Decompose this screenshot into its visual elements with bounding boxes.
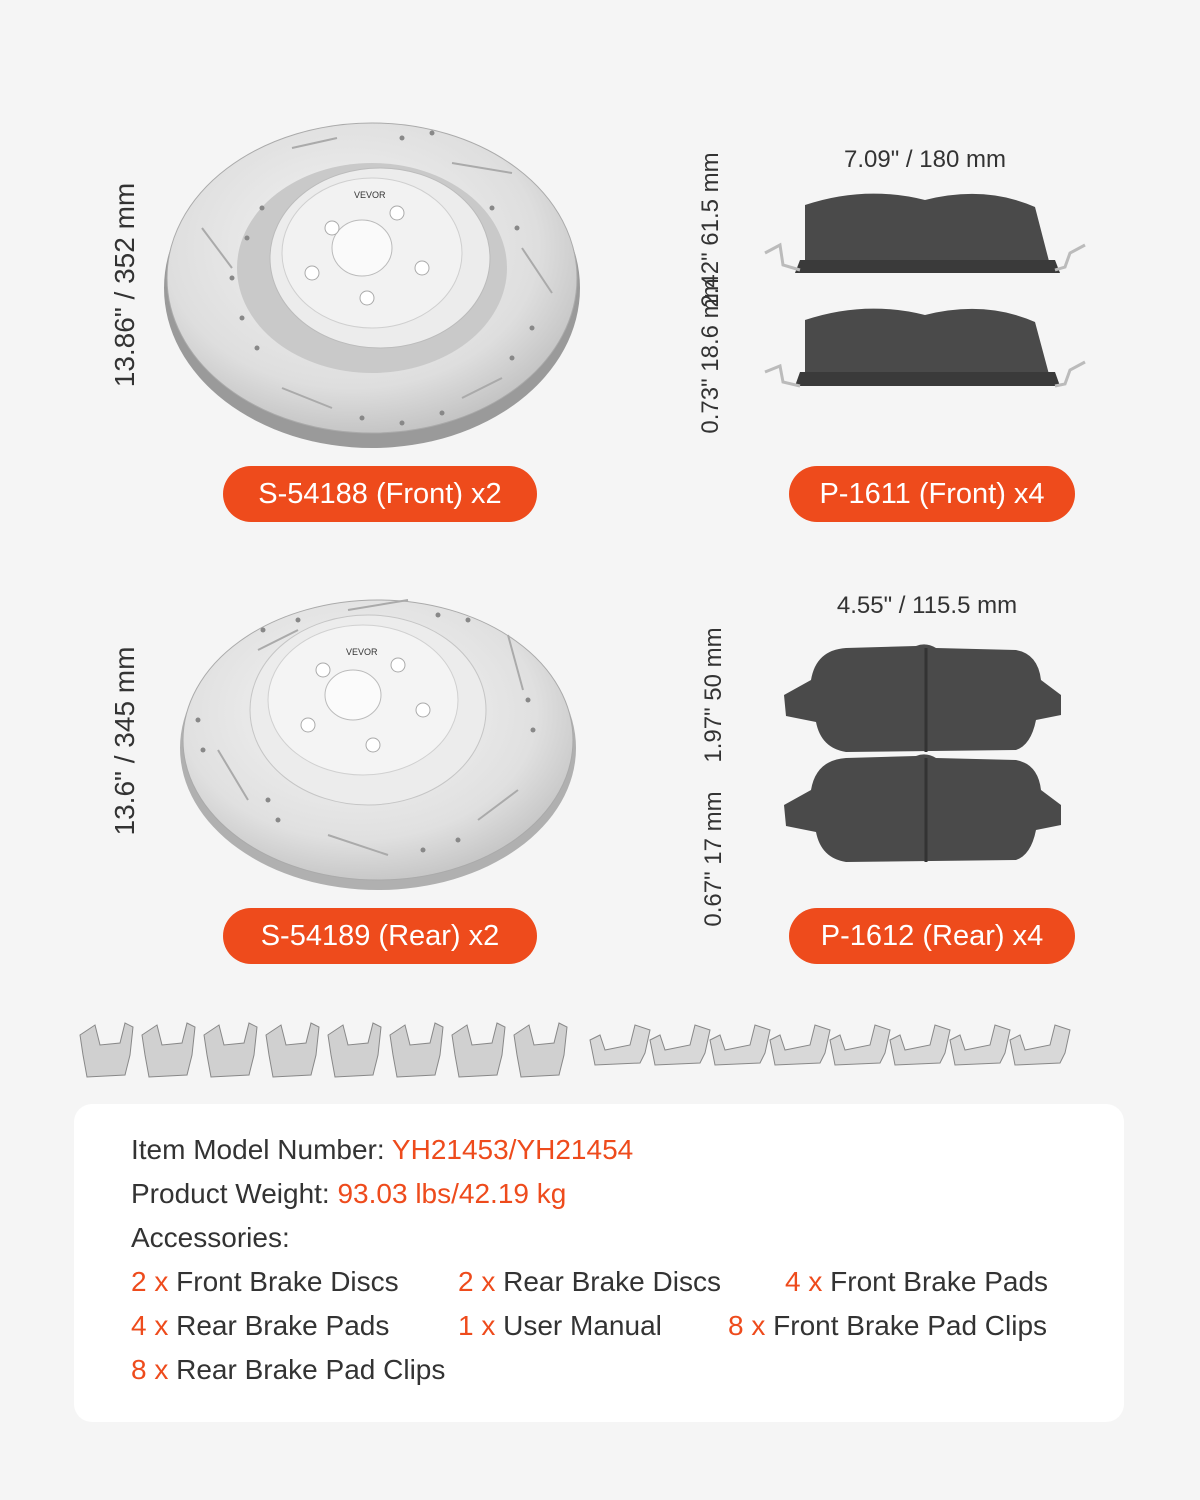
accessory-qty: 2 x [131, 1266, 169, 1297]
front-disc-brand: VEVOR [354, 190, 386, 200]
accessory-name: Rear Brake Discs [503, 1266, 721, 1297]
accessory-item [131, 1266, 399, 1298]
accessory-name: Rear Brake Pads [176, 1310, 390, 1341]
rear-disc-diameter: 13.6" / 345 mm [109, 646, 140, 836]
accessory-item [785, 1266, 1048, 1298]
accessory-qty: 2 x [458, 1266, 496, 1297]
model-number-label: Item Model Number: [131, 1134, 392, 1165]
accessory-name: Front Brake Pads [830, 1266, 1049, 1297]
front-pad-width: 7.09" / 180 mm [844, 146, 1006, 173]
specs-card [74, 1104, 1124, 1422]
rear-pad-label: P-1612 (Rear) x4 [789, 908, 1075, 964]
rear-brake-disc-image [178, 590, 578, 890]
rear-pad-thickness: 0.67" 17 mm [700, 791, 727, 927]
accessory-item [728, 1310, 1047, 1342]
model-number-value: YH21453/YH21454 [391, 1134, 634, 1165]
accessory-item [458, 1266, 721, 1298]
accessory-qty: 8 x [728, 1310, 766, 1341]
accessory-item [131, 1354, 445, 1386]
rear-disc-label: S-54189 (Rear) x2 [223, 908, 537, 964]
front-brake-pad-image-top [765, 185, 1095, 285]
accessory-name: User Manual [503, 1310, 662, 1341]
accessory-qty: 4 x [131, 1310, 169, 1341]
accessory-item [458, 1310, 662, 1342]
accessory-name: Front Brake Discs [176, 1266, 399, 1297]
accessory-item [131, 1310, 389, 1342]
rear-pad-width: 4.55" / 115.5 mm [836, 592, 1018, 619]
accessories-heading: Accessories: [131, 1222, 290, 1253]
rear-brake-pad-image-top [776, 640, 1066, 760]
front-pad-height: 2.42" 61.5 mm [697, 152, 724, 308]
accessory-name: Front Brake Pad Clips [773, 1310, 1048, 1341]
front-pad-thickness: 0.73" 18.6 mm [697, 278, 724, 434]
accessory-qty: 1 x [458, 1310, 496, 1341]
model-number-row [131, 1134, 633, 1166]
rear-pad-height: 1.97" 50 mm [700, 627, 727, 763]
rear-disc-brand: VEVOR [346, 647, 378, 657]
product-weight-row [131, 1178, 566, 1210]
accessory-qty: 4 x [785, 1266, 823, 1297]
brake-pad-clips-image [75, 1015, 1075, 1085]
accessory-name: Rear Brake Pad Clips [176, 1354, 446, 1385]
rear-brake-pad-image-bottom [776, 750, 1066, 870]
product-weight-label: Product Weight: [131, 1178, 338, 1209]
front-disc-label: S-54188 (Front) x2 [223, 466, 537, 522]
front-brake-pad-image-bottom [765, 300, 1095, 400]
product-weight-value: 93.03 lbs/42.19 kg [337, 1178, 567, 1209]
front-pad-label: P-1611 (Front) x4 [789, 466, 1075, 522]
front-brake-disc-image [162, 118, 582, 448]
front-disc-diameter: 13.86" / 352 mm [109, 182, 140, 388]
accessory-qty: 8 x [131, 1354, 169, 1385]
